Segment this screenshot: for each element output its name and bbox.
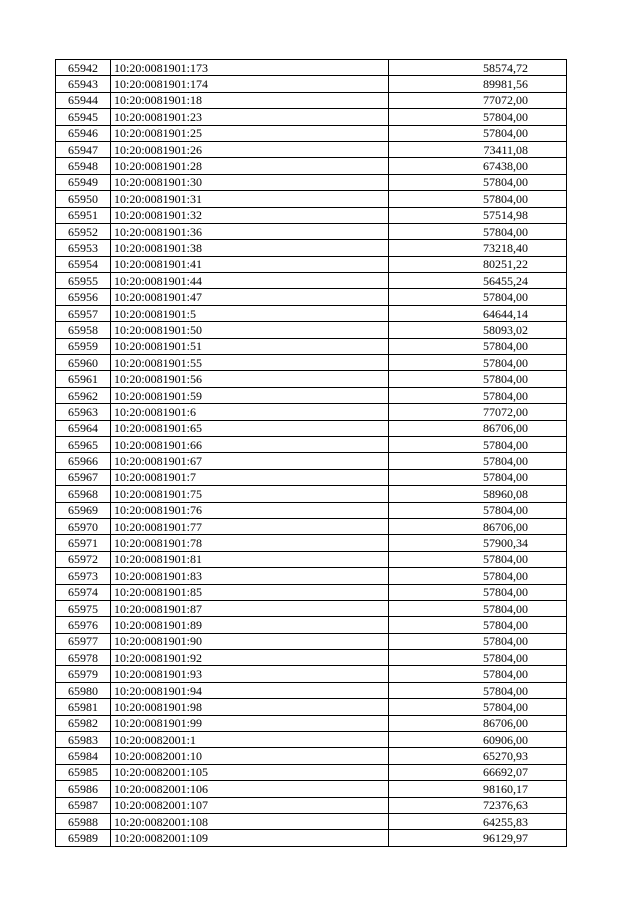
cadastral-number-cell: 10:20:0081901:173 bbox=[111, 60, 389, 76]
amount-cell: 57804,00 bbox=[389, 371, 567, 387]
table-row bbox=[56, 92, 567, 108]
amount-cell: 57804,00 bbox=[389, 600, 567, 616]
table-row bbox=[56, 256, 567, 272]
row-number-cell: 65984 bbox=[56, 748, 111, 764]
table-row bbox=[56, 781, 567, 797]
cadastral-number-cell: 10:20:0081901:83 bbox=[111, 568, 389, 584]
table-body bbox=[56, 60, 567, 847]
table-row bbox=[56, 404, 567, 420]
cadastral-number-cell: 10:20:0082001:107 bbox=[111, 797, 389, 813]
row-number-cell: 65962 bbox=[56, 387, 111, 403]
table-row bbox=[56, 289, 567, 305]
row-number-cell: 65972 bbox=[56, 551, 111, 567]
row-number-cell: 65963 bbox=[56, 404, 111, 420]
cadastral-number-cell: 10:20:0081901:67 bbox=[111, 453, 389, 469]
row-number-cell: 65953 bbox=[56, 240, 111, 256]
row-number-cell: 65969 bbox=[56, 502, 111, 518]
row-number-cell: 65942 bbox=[56, 60, 111, 76]
amount-cell: 57804,00 bbox=[389, 125, 567, 141]
cadastral-number-cell: 10:20:0081901:38 bbox=[111, 240, 389, 256]
table-row bbox=[56, 502, 567, 518]
row-number-cell: 65975 bbox=[56, 600, 111, 616]
table-row bbox=[56, 666, 567, 682]
cadastral-number-cell: 10:20:0081901:85 bbox=[111, 584, 389, 600]
table-row bbox=[56, 125, 567, 141]
table-row bbox=[56, 371, 567, 387]
table-row bbox=[56, 813, 567, 829]
amount-cell: 57804,00 bbox=[389, 502, 567, 518]
amount-cell: 86706,00 bbox=[389, 715, 567, 731]
amount-cell: 57804,00 bbox=[389, 469, 567, 485]
amount-cell: 98160,17 bbox=[389, 781, 567, 797]
row-number-cell: 65952 bbox=[56, 223, 111, 239]
amount-cell: 65270,93 bbox=[389, 748, 567, 764]
amount-cell: 64644,14 bbox=[389, 305, 567, 321]
table-row bbox=[56, 518, 567, 534]
row-number-cell: 65961 bbox=[56, 371, 111, 387]
row-number-cell: 65958 bbox=[56, 322, 111, 338]
table-row bbox=[56, 830, 567, 846]
amount-cell: 86706,00 bbox=[389, 518, 567, 534]
row-number-cell: 65951 bbox=[56, 207, 111, 223]
cadastral-number-cell: 10:20:0082001:109 bbox=[111, 830, 389, 846]
cadastral-number-cell: 10:20:0081901:65 bbox=[111, 420, 389, 436]
cadastral-number-cell: 10:20:0082001:106 bbox=[111, 781, 389, 797]
amount-cell: 60906,00 bbox=[389, 732, 567, 748]
table-row bbox=[56, 60, 567, 76]
cadastral-number-cell: 10:20:0081901:31 bbox=[111, 191, 389, 207]
cadastral-number-cell: 10:20:0081901:75 bbox=[111, 486, 389, 502]
table-row bbox=[56, 453, 567, 469]
row-number-cell: 65979 bbox=[56, 666, 111, 682]
amount-cell: 57804,00 bbox=[389, 338, 567, 354]
row-number-cell: 65955 bbox=[56, 273, 111, 289]
cadastral-number-cell: 10:20:0081901:77 bbox=[111, 518, 389, 534]
amount-cell: 57804,00 bbox=[389, 453, 567, 469]
cadastral-number-cell: 10:20:0081901:28 bbox=[111, 158, 389, 174]
table-row bbox=[56, 797, 567, 813]
amount-cell: 57804,00 bbox=[389, 289, 567, 305]
row-number-cell: 65945 bbox=[56, 109, 111, 125]
cadastral-number-cell: 10:20:0081901:18 bbox=[111, 92, 389, 108]
row-number-cell: 65947 bbox=[56, 141, 111, 157]
row-number-cell: 65944 bbox=[56, 92, 111, 108]
row-number-cell: 65948 bbox=[56, 158, 111, 174]
cadastral-number-cell: 10:20:0081901:81 bbox=[111, 551, 389, 567]
row-number-cell: 65960 bbox=[56, 355, 111, 371]
table-row bbox=[56, 338, 567, 354]
table-row bbox=[56, 191, 567, 207]
row-number-cell: 65988 bbox=[56, 813, 111, 829]
row-number-cell: 65978 bbox=[56, 650, 111, 666]
amount-cell: 73218,40 bbox=[389, 240, 567, 256]
cadastral-number-cell: 10:20:0081901:6 bbox=[111, 404, 389, 420]
row-number-cell: 65967 bbox=[56, 469, 111, 485]
cadastral-number-cell: 10:20:0082001:105 bbox=[111, 764, 389, 780]
amount-cell: 57804,00 bbox=[389, 191, 567, 207]
amount-cell: 89981,56 bbox=[389, 76, 567, 92]
amount-cell: 57804,00 bbox=[389, 682, 567, 698]
row-number-cell: 65964 bbox=[56, 420, 111, 436]
amount-cell: 57804,00 bbox=[389, 617, 567, 633]
row-number-cell: 65950 bbox=[56, 191, 111, 207]
row-number-cell: 65983 bbox=[56, 732, 111, 748]
cadastral-number-cell: 10:20:0081901:51 bbox=[111, 338, 389, 354]
cadastral-number-cell: 10:20:0081901:94 bbox=[111, 682, 389, 698]
table-row bbox=[56, 715, 567, 731]
row-number-cell: 65965 bbox=[56, 436, 111, 452]
row-number-cell: 65949 bbox=[56, 174, 111, 190]
cadastral-number-cell: 10:20:0081901:98 bbox=[111, 699, 389, 715]
table-row bbox=[56, 732, 567, 748]
table-row bbox=[56, 273, 567, 289]
cadastral-number-cell: 10:20:0082001:108 bbox=[111, 813, 389, 829]
table-row bbox=[56, 76, 567, 92]
table-row bbox=[56, 158, 567, 174]
table-row bbox=[56, 207, 567, 223]
row-number-cell: 65981 bbox=[56, 699, 111, 715]
table-row bbox=[56, 584, 567, 600]
cadastral-number-cell: 10:20:0081901:25 bbox=[111, 125, 389, 141]
cadastral-number-cell: 10:20:0081901:44 bbox=[111, 273, 389, 289]
cadastral-number-cell: 10:20:0081901:174 bbox=[111, 76, 389, 92]
row-number-cell: 65989 bbox=[56, 830, 111, 846]
table-row bbox=[56, 174, 567, 190]
cadastral-number-cell: 10:20:0081901:93 bbox=[111, 666, 389, 682]
row-number-cell: 65970 bbox=[56, 518, 111, 534]
amount-cell: 77072,00 bbox=[389, 92, 567, 108]
amount-cell: 57804,00 bbox=[389, 551, 567, 567]
table-row bbox=[56, 223, 567, 239]
table-row bbox=[56, 764, 567, 780]
table-row bbox=[56, 486, 567, 502]
amount-cell: 57804,00 bbox=[389, 436, 567, 452]
data-table bbox=[55, 59, 567, 847]
table-row bbox=[56, 551, 567, 567]
cadastral-number-cell: 10:20:0081901:41 bbox=[111, 256, 389, 272]
amount-cell: 72376,63 bbox=[389, 797, 567, 813]
row-number-cell: 65982 bbox=[56, 715, 111, 731]
row-number-cell: 65977 bbox=[56, 633, 111, 649]
cadastral-number-cell: 10:20:0081901:66 bbox=[111, 436, 389, 452]
cadastral-number-cell: 10:20:0081901:90 bbox=[111, 633, 389, 649]
amount-cell: 57804,00 bbox=[389, 633, 567, 649]
cadastral-number-cell: 10:20:0081901:89 bbox=[111, 617, 389, 633]
amount-cell: 57804,00 bbox=[389, 174, 567, 190]
row-number-cell: 65966 bbox=[56, 453, 111, 469]
table-row bbox=[56, 699, 567, 715]
table-row bbox=[56, 387, 567, 403]
amount-cell: 57804,00 bbox=[389, 223, 567, 239]
table-row bbox=[56, 650, 567, 666]
row-number-cell: 65943 bbox=[56, 76, 111, 92]
cadastral-number-cell: 10:20:0081901:59 bbox=[111, 387, 389, 403]
amount-cell: 57804,00 bbox=[389, 568, 567, 584]
amount-cell: 57804,00 bbox=[389, 666, 567, 682]
cadastral-number-cell: 10:20:0081901:47 bbox=[111, 289, 389, 305]
table-row bbox=[56, 682, 567, 698]
table-row bbox=[56, 355, 567, 371]
table-row bbox=[56, 633, 567, 649]
amount-cell: 57804,00 bbox=[389, 355, 567, 371]
amount-cell: 66692,07 bbox=[389, 764, 567, 780]
row-number-cell: 65985 bbox=[56, 764, 111, 780]
row-number-cell: 65971 bbox=[56, 535, 111, 551]
cadastral-number-cell: 10:20:0081901:92 bbox=[111, 650, 389, 666]
table-row bbox=[56, 305, 567, 321]
table-row bbox=[56, 617, 567, 633]
table-row bbox=[56, 535, 567, 551]
cadastral-number-cell: 10:20:0081901:87 bbox=[111, 600, 389, 616]
row-number-cell: 65957 bbox=[56, 305, 111, 321]
amount-cell: 80251,22 bbox=[389, 256, 567, 272]
cadastral-number-cell: 10:20:0081901:30 bbox=[111, 174, 389, 190]
amount-cell: 57804,00 bbox=[389, 109, 567, 125]
cadastral-number-cell: 10:20:0081901:99 bbox=[111, 715, 389, 731]
row-number-cell: 65980 bbox=[56, 682, 111, 698]
amount-cell: 73411,08 bbox=[389, 141, 567, 157]
amount-cell: 58093,02 bbox=[389, 322, 567, 338]
cadastral-number-cell: 10:20:0082001:10 bbox=[111, 748, 389, 764]
table-row bbox=[56, 322, 567, 338]
cadastral-number-cell: 10:20:0082001:1 bbox=[111, 732, 389, 748]
table-row bbox=[56, 600, 567, 616]
amount-cell: 57900,34 bbox=[389, 535, 567, 551]
row-number-cell: 65987 bbox=[56, 797, 111, 813]
amount-cell: 57804,00 bbox=[389, 650, 567, 666]
cadastral-number-cell: 10:20:0081901:5 bbox=[111, 305, 389, 321]
table-row bbox=[56, 436, 567, 452]
row-number-cell: 65974 bbox=[56, 584, 111, 600]
row-number-cell: 65986 bbox=[56, 781, 111, 797]
cadastral-number-cell: 10:20:0081901:55 bbox=[111, 355, 389, 371]
table-row bbox=[56, 568, 567, 584]
amount-cell: 56455,24 bbox=[389, 273, 567, 289]
amount-cell: 57514,98 bbox=[389, 207, 567, 223]
cadastral-number-cell: 10:20:0081901:26 bbox=[111, 141, 389, 157]
row-number-cell: 65959 bbox=[56, 338, 111, 354]
cadastral-number-cell: 10:20:0081901:23 bbox=[111, 109, 389, 125]
cadastral-number-cell: 10:20:0081901:56 bbox=[111, 371, 389, 387]
amount-cell: 57804,00 bbox=[389, 387, 567, 403]
amount-cell: 64255,83 bbox=[389, 813, 567, 829]
cadastral-number-cell: 10:20:0081901:32 bbox=[111, 207, 389, 223]
cadastral-number-cell: 10:20:0081901:7 bbox=[111, 469, 389, 485]
amount-cell: 67438,00 bbox=[389, 158, 567, 174]
cadastral-number-cell: 10:20:0081901:78 bbox=[111, 535, 389, 551]
table-row bbox=[56, 469, 567, 485]
amount-cell: 77072,00 bbox=[389, 404, 567, 420]
amount-cell: 57804,00 bbox=[389, 699, 567, 715]
amount-cell: 58960,08 bbox=[389, 486, 567, 502]
cadastral-number-cell: 10:20:0081901:76 bbox=[111, 502, 389, 518]
amount-cell: 96129,97 bbox=[389, 830, 567, 846]
row-number-cell: 65973 bbox=[56, 568, 111, 584]
amount-cell: 57804,00 bbox=[389, 584, 567, 600]
row-number-cell: 65976 bbox=[56, 617, 111, 633]
amount-cell: 58574,72 bbox=[389, 60, 567, 76]
table-row bbox=[56, 748, 567, 764]
table-row bbox=[56, 240, 567, 256]
row-number-cell: 65954 bbox=[56, 256, 111, 272]
row-number-cell: 65968 bbox=[56, 486, 111, 502]
cadastral-number-cell: 10:20:0081901:36 bbox=[111, 223, 389, 239]
row-number-cell: 65946 bbox=[56, 125, 111, 141]
row-number-cell: 65956 bbox=[56, 289, 111, 305]
amount-cell: 86706,00 bbox=[389, 420, 567, 436]
cadastral-number-cell: 10:20:0081901:50 bbox=[111, 322, 389, 338]
table-row bbox=[56, 141, 567, 157]
table-row bbox=[56, 420, 567, 436]
table-row bbox=[56, 109, 567, 125]
